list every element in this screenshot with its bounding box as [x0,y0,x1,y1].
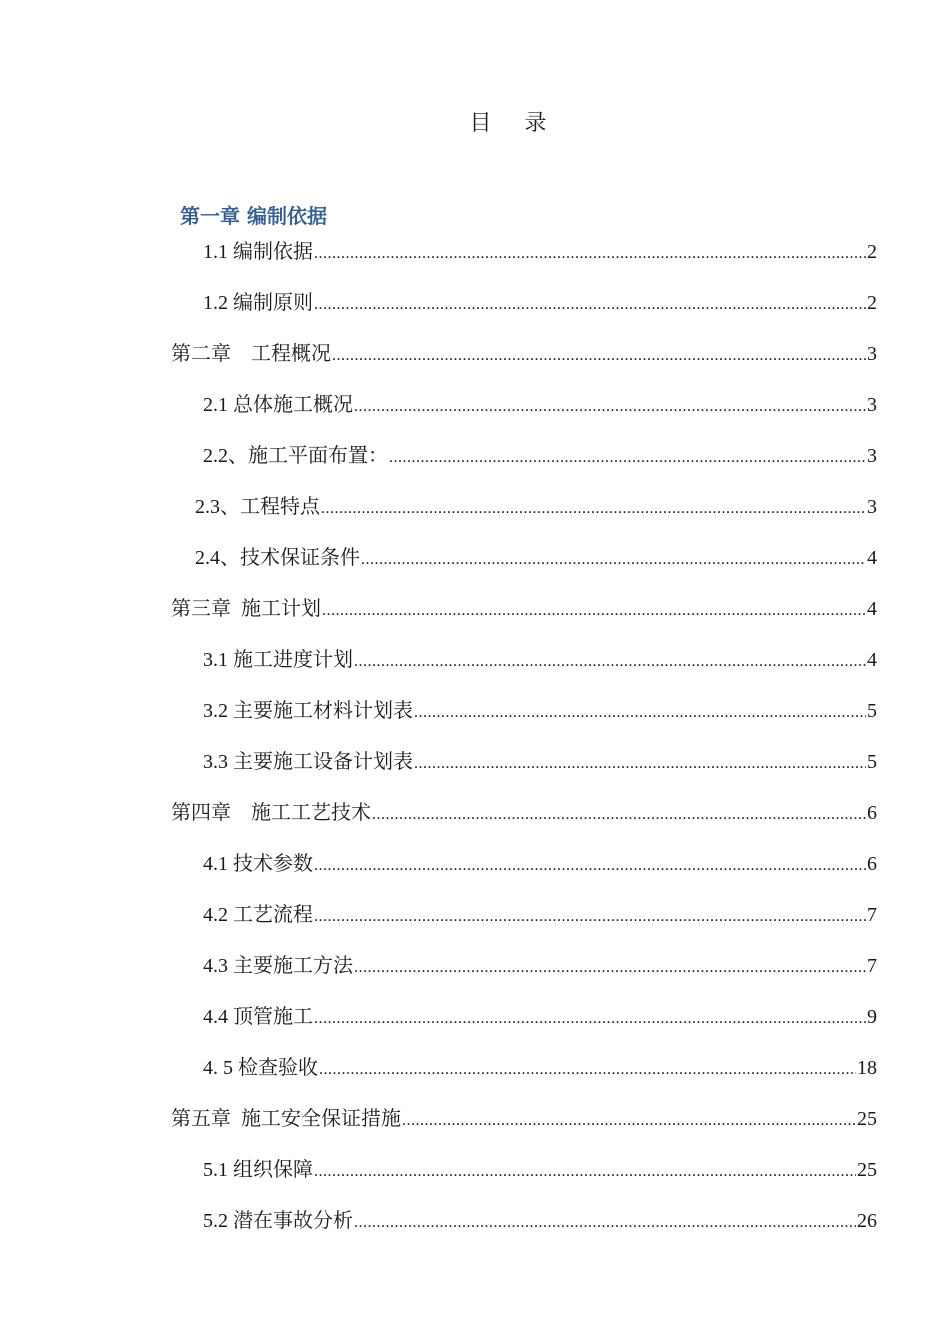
toc-entry-label: 2.1 总体施工概况 [203,394,353,416]
toc-entry-page: 7 [867,955,877,977]
toc-entry[interactable] [195,494,877,520]
toc-entry-page: 3 [867,394,877,416]
toc-entry-label: 1.1 编制依据 [203,241,313,263]
toc-entry[interactable] [203,647,877,673]
toc-entry-label: 3.1 施工进度计划 [203,649,353,671]
toc-leader-dots [354,394,866,420]
toc-leader-dots [314,241,866,267]
toc-leader-dots [354,955,866,981]
toc-entry-label: 4.1 技术参数 [203,853,313,875]
toc-entry[interactable] [203,953,877,979]
toc-entry-page: 6 [867,853,877,875]
toc-entry[interactable] [203,749,877,775]
toc-entry-label: 5.2 潜在事故分析 [203,1210,353,1232]
toc-entry-page: 4 [867,547,877,569]
toc-leader-dots [414,751,866,777]
toc-entry-page: 18 [857,1057,877,1079]
toc-entry-label: 2.3、工程特点 [195,496,320,518]
toc-entry[interactable] [203,1055,877,1081]
toc-entry[interactable] [203,1208,877,1234]
toc-entry[interactable] [203,443,877,469]
toc-entry-page: 3 [867,496,877,518]
toc-entry-page: 2 [867,241,877,263]
toc-entry-label: 第五章 施工安全保证措施 [171,1108,401,1130]
toc-leader-dots [354,649,866,675]
toc-leader-dots [314,292,866,318]
toc-leader-dots [321,496,866,522]
toc-entry-label: 4.2 工艺流程 [203,904,313,926]
toc-entry-label: 4.3 主要施工方法 [203,955,353,977]
toc-leader-dots [354,1210,856,1236]
toc-leader-dots [332,343,866,369]
toc-leader-dots [314,1006,866,1032]
toc-entry-label: 3.3 主要施工设备计划表 [203,751,413,773]
toc-entry-label: 第四章 施工工艺技术 [171,802,371,824]
toc-leader-dots [361,547,866,573]
toc-entry-page: 5 [867,700,877,722]
toc-entry-page: 2 [867,292,877,314]
toc-entry[interactable] [203,290,877,316]
toc-title: 目 录 [469,110,547,135]
toc-entry-page: 9 [867,1006,877,1028]
toc-entry-label: 2.4、技术保证条件 [195,547,360,569]
toc-leader-dots [414,700,866,726]
toc-entry-page: 3 [867,445,877,467]
toc-entry-label: 4.4 顶管施工 [203,1006,313,1028]
toc-entry-label: 3.2 主要施工材料计划表 [203,700,413,722]
toc-entry-label: 2.2、施工平面布置： [203,445,388,467]
toc-entry[interactable] [171,800,877,826]
toc-entry-page: 4 [867,598,877,620]
toc-entry-page: 25 [857,1159,877,1181]
toc-entry-label: 1.2 编制原则 [203,292,313,314]
chapter-1-heading[interactable]: 第一章 编制依据 [180,204,327,228]
toc-entry[interactable] [171,596,877,622]
toc-entry-label: 5.1 组织保障 [203,1159,313,1181]
toc-entry[interactable] [171,1106,877,1132]
toc-leader-dots [402,1108,856,1134]
toc-leader-dots [314,1159,856,1185]
toc-entry[interactable] [203,698,877,724]
toc-entry[interactable] [203,392,877,418]
toc-entry[interactable] [195,545,877,571]
toc-entry[interactable] [203,1004,877,1030]
toc-entry[interactable] [203,1157,877,1183]
toc-entry-label: 4. 5 检查验收 [203,1057,318,1079]
toc-entry-page: 25 [857,1108,877,1130]
toc-entry-page: 4 [867,649,877,671]
toc-leader-dots [322,598,866,624]
toc-leader-dots [314,853,866,879]
toc-entry-page: 6 [867,802,877,824]
toc-entry-page: 26 [857,1210,877,1232]
toc-entry[interactable] [171,341,877,367]
toc-leader-dots [319,1057,856,1083]
toc-leader-dots [314,904,866,930]
toc-leader-dots [389,445,866,471]
toc-leader-dots [372,802,866,828]
toc-entry-page: 7 [867,904,877,926]
toc-entry-label: 第三章 施工计划 [171,598,321,620]
toc-entry[interactable] [203,902,877,928]
toc-entry-page: 5 [867,751,877,773]
toc-entry[interactable] [203,851,877,877]
toc-entry-label: 第二章 工程概况 [171,343,331,365]
toc-entry[interactable] [203,239,877,265]
toc-entry-page: 3 [867,343,877,365]
